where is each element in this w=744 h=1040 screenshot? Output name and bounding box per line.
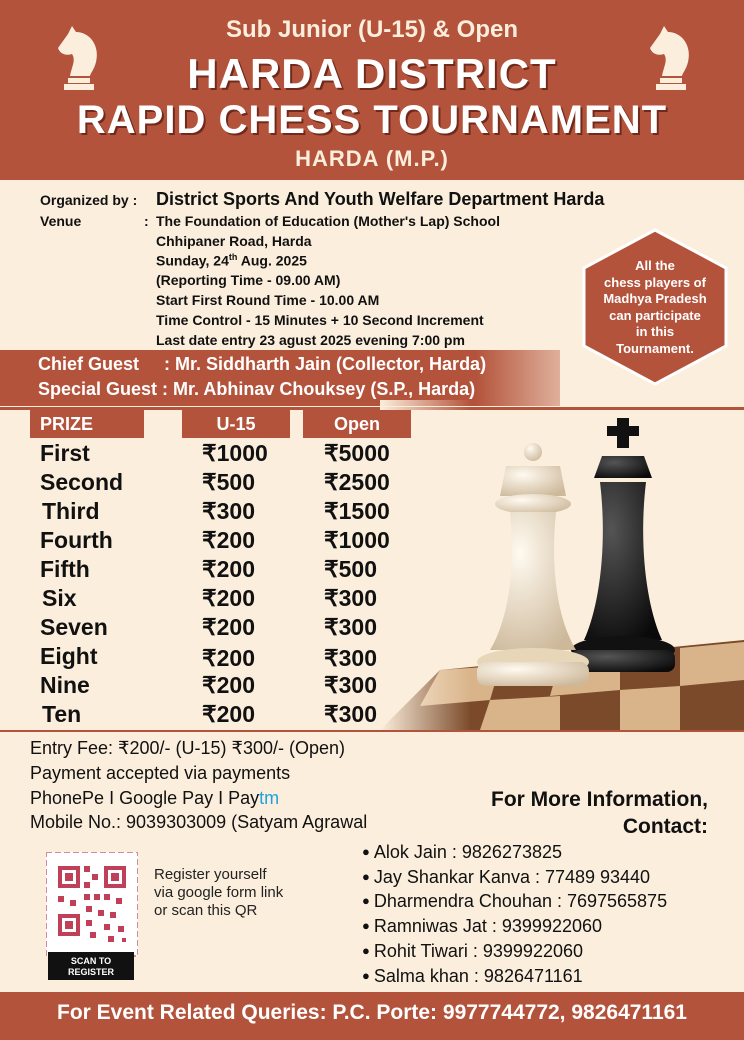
title-line2: RAPID CHESS TOURNAMENT [76, 98, 668, 142]
contact-item: ● Dharmendra Chouhan : 7697565875 [362, 891, 667, 912]
organized-value: District Sports And Youth Welfare Department Harda [156, 189, 605, 209]
chief-guest: Chief Guest : Mr. Siddharth Jain (Collector, Harda) [38, 354, 487, 374]
payment-note: Payment accepted via payments [30, 763, 291, 783]
mobile-number: Mobile No.: 9039303009 (Satyam Agrawal [30, 812, 368, 832]
registration-qr-code[interactable] [46, 852, 138, 980]
header-banner [0, 0, 744, 180]
first-round-time: Start First Round Time - 10.00 AM [156, 292, 380, 308]
guests-band [0, 350, 560, 406]
title-line1: HARDA DISTRICT [187, 50, 557, 97]
payment-methods: PhonePe I Google Pay I Paytm [30, 788, 280, 808]
time-control: Time Control - 15 Minutes + 10 Second Increment [156, 312, 484, 328]
u15-header: U-15 [182, 410, 290, 438]
location: HARDA (M.P.) [295, 146, 449, 171]
subtitle: Sub Junior (U-15) & Open [225, 16, 518, 43]
venue-line1: The Foundation of Education (Mother's Lap) School [156, 213, 500, 229]
eligibility-text: All the chess players of Madhya Pradesh can participate in this Tournament. [603, 258, 707, 356]
organized-label: Organized by : [40, 192, 138, 208]
last-entry-date: Last date entry 23 agust 2025 evening 7:00 pm [156, 332, 465, 348]
special-guest: Special Guest : Mr. Abhinav Chouksey (S.P., Harda) [38, 379, 476, 399]
svg-text:SCAN TO: SCAN TO [70, 956, 112, 966]
svg-text:REGISTER: REGISTER [67, 967, 115, 977]
venue-colon: : [144, 213, 149, 229]
entry-fee: Entry Fee: ₹200/- (U-15) ₹300/- (Open) [30, 738, 346, 758]
reporting-time: (Reporting Time - 09.00 AM) [156, 272, 341, 288]
event-date: Sunday, 24th Aug. 2025 [156, 252, 307, 269]
more-info-heading: For More Information, Contact: [491, 788, 708, 838]
chess-pieces-image [380, 400, 744, 730]
open-header: Open [303, 410, 411, 438]
venue-line2: Chhipaner Road, Harda [156, 233, 312, 249]
prize-header: PRIZE [30, 410, 144, 438]
contact-item: ● Salma khan : 9826471161 [362, 966, 583, 987]
divider [0, 730, 744, 732]
venue-label: Venue [40, 213, 82, 229]
contact-item: ● Rohit Tiwari : 9399922060 [362, 941, 583, 962]
contact-item: ● Jay Shankar Kanva : 77489 93440 [362, 867, 650, 888]
footer-queries: For Event Related Queries: P.C. Porte: 9977744772, 9826471161 [0, 992, 744, 1040]
poster: Sub Junior (U-15) & Open HARDA DISTRICT RAPID CHESS TOURNAMENT HARDA (M.P.) Organized by : District Sports And Youth Welfare Department Harda Venue : The Foundation of Education (Mother's Lap) School Chhipaner Road, Harda Sunday, 24th Aug. 2025 (Reporting Time - 09.00 AM) Start First Round Time - 10.00 AM Time Control - 15 Minutes + 10 Second Increment Last date entry 23 agust 2025 evening 7:00 pm All the chess players of Madhya Pradesh can participate in this Tournament. Chief Guest : Mr. Siddharth Jain (Collector, Harda) Special Guest : Mr. Abhinav Chouksey (S.P., Harda) PRIZE U-15 Open First ₹1000 ₹5000 Second ₹500 ₹2500 Third ₹300 ₹1500 Fourth ₹200 ₹1000 Fifth ₹200 ₹500 Six ₹200 ₹300 Seven ₹200 ₹300 Eight ₹200 ₹300 Nine ₹200 ₹300 Ten ₹200 ₹300 Entry Fee: ₹200/- (U-15) ₹300/- (Open) Payment accepted via payments PhonePe I Google Pay I Paytm Mobile No.: 9039303009 (Satyam Agrawal For More Information, Contact: SCAN TO REGISTER Register yourself via google form link or scan this QR ● Alok Jain : 9826273825 ● Jay Shankar Kanva : 77489 93440 ● Dharmendra Chouhan : 7697565875 ● Ramniwas Jat : 9399922060 ● Rohit Tiwari : 9399922060 ● Salma khan : 9826471161 For Event Related Queries: P.C. Porte: 9977744772, 9826471161 [0, 0, 744, 1040]
contact-item: ● Alok Jain : 9826273825 [362, 842, 562, 863]
contact-item: ● Ramniwas Jat : 9399922060 [362, 916, 602, 937]
register-instructions: Register yourself via google form link or scan this QR [154, 866, 284, 919]
